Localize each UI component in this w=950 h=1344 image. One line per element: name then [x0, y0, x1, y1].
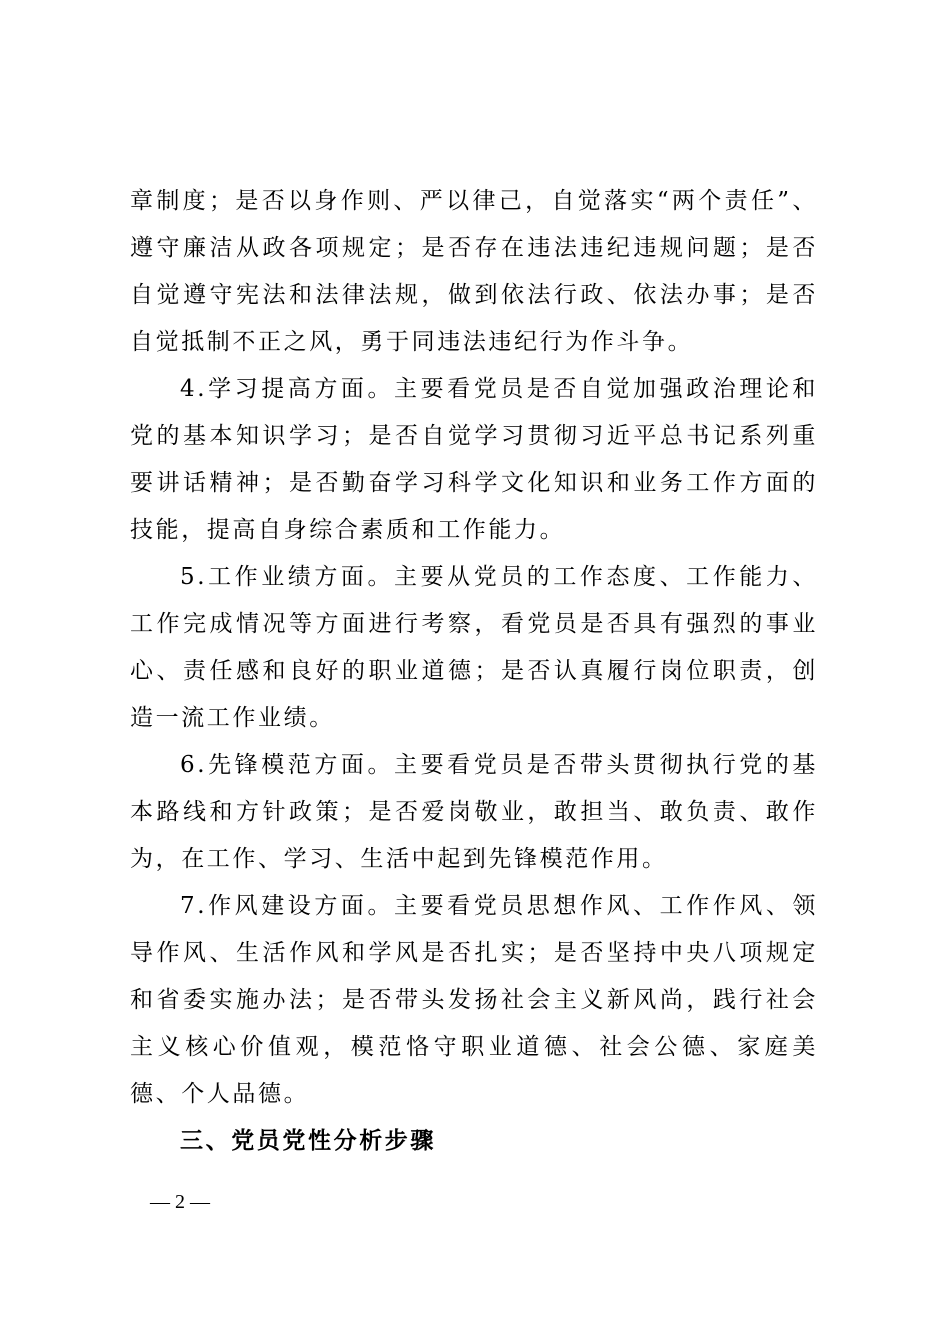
page-number: — 2 — [150, 1191, 210, 1213]
paragraph-style-construction: 7.作风建设方面。主要看党员思想作风、工作作风、领导作风、生活作风和学风是否扎实；是否坚持中央八项规定和省委实施办法；是否带头发扬社会主义新风尚，践行社会主义核心价值观，模范恪守职业道德、社会公德、家庭美德、个人品德。 [130, 893, 818, 1107]
document-body [130, 178, 818, 1165]
paragraph-continued-discipline: 章制度；是否以身作则、严以律己，自觉落实“两个责任”、遵守廉洁从政各项规定；是否存在违法违纪违规问题；是否自觉遵守宪法和法律法规，做到依法行政、依法办事；是否自觉抵制不正之风，勇于同违法违纪行为作斗争。 [130, 188, 818, 355]
section-heading: 三、党员党性分析步骤 [180, 1128, 436, 1154]
paragraph-work-performance: 5.工作业绩方面。主要从党员的工作态度、工作能力、工作完成情况等方面进行考察，看党员是否具有强烈的事业心、责任感和良好的职业道德；是否认真履行岗位职责，创造一流工作业绩。 [130, 564, 818, 731]
paragraph-vanguard-model: 6.先锋模范方面。主要看党员是否带头贯彻执行党的基本路线和方针政策；是否爱岗敬业，敢担当、敢负责、敢作为，在工作、学习、生活中起到先锋模范作用。 [130, 752, 818, 872]
paragraph-study-improvement: 4.学习提高方面。主要看党员是否自觉加强政治理论和党的基本知识学习；是否自觉学习贯彻习近平总书记系列重要讲话精神；是否勤奋学习科学文化知识和业务工作方面的技能，提高自身综合素质和工作能力。 [130, 376, 818, 543]
